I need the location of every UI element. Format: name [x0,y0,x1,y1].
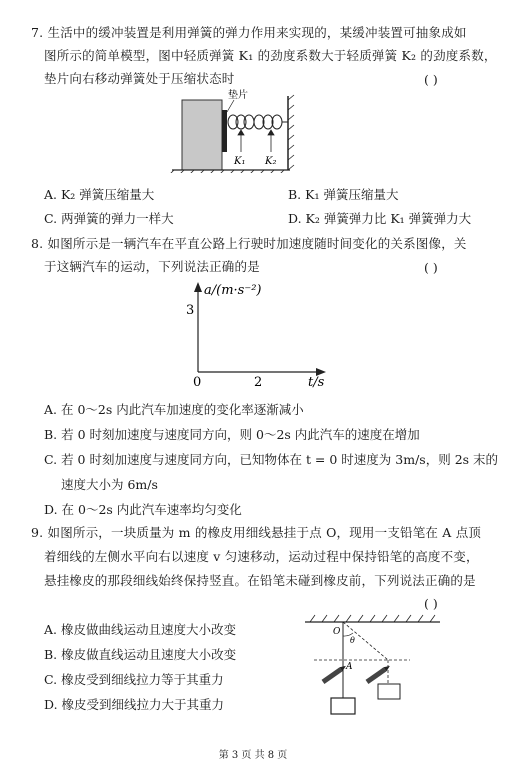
q7-answer-bracket: ( ) [424,72,438,87]
page-footer: 第 3 页 共 8 页 [218,750,288,761]
q9-a-label: A [346,662,353,672]
q9-o-label: O [333,627,341,637]
q9-eraser [331,698,355,714]
q8-option-c: C. 若 0 时刻加速度与速度同方向，已知物体在 t = 0 时速度为 3m/s，则 2s 末的 [44,452,499,467]
q7-k2-label: K₂ [265,156,277,167]
q7-stem-line1: 7. 生活中的缓冲装置是利用弹簧的弹力作用来实现的，某缓冲装置可抽象成如 [31,25,467,40]
q8-option-a: A. 在 0～2s 内此汽车加速度的变化率逐渐减小 [44,402,304,417]
q8-graph [180,280,340,390]
q8-x-axis-label: t/s [308,375,325,390]
q8-stem-line2: 于这辆汽车的运动，下列说法正确的是 [44,259,260,274]
q7-stem-line3: 垫片向右移动弹簧处于压缩状态时 [44,71,235,86]
q7-pad [222,110,227,152]
q7-pad-label: 垫片 [228,90,248,101]
q8-x-tick-2: 2 [254,375,263,390]
q9-option-c: C. 橡皮受到细线拉力等于其重力 [44,672,224,687]
q8-stem-line1: 8. 如图所示是一辆汽车在平直公路上行驶时加速度随时间变化的关系图像，关 [31,236,467,251]
q7-option-c: C. 两弹簧的弹力一样大 [44,211,174,226]
q8-origin-label: 0 [193,375,202,390]
q7-option-d: D. K₂ 弹簧弹力比 K₁ 弹簧弹力大 [288,211,472,226]
q8-option-b: B. 若 0 时刻加速度与速度同方向，则 0～2s 内此汽车的速度在增加 [44,427,420,442]
q8-option-c-cont: 速度大小为 6m/s [61,477,158,492]
q9-answer-bracket: ( ) [424,596,438,611]
q9-theta-label: θ [350,636,355,645]
q8-option-d: D. 在 0～2s 内此汽车速率均匀变化 [44,502,242,517]
q9-option-a: A. 橡皮做曲线运动且速度大小改变 [44,622,236,637]
q7-option-b: B. K₁ 弹簧压缩量大 [288,187,399,202]
q9-stem-line2: 着细线的左侧水平向右以速度 v 匀速移动，运动过程中保持铅笔的高度不变， [44,549,479,564]
q8-answer-bracket: ( ) [424,260,438,275]
q9-option-b: B. 橡皮做直线运动且速度大小改变 [44,647,237,662]
q9-pencil-right [366,664,392,684]
q9-stem-line3: 悬挂橡皮的那段细线始终保持竖直。在铅笔未碰到橡皮前，下列说法正确的是 [44,573,476,588]
q7-k1-label: K₁ [234,156,246,167]
q9-option-d: D. 橡皮受到细线拉力大于其重力 [44,697,225,712]
q7-spring-figure [170,88,305,173]
q8-y-axis-label: a/(m·s⁻²) [204,283,262,298]
q9-eraser-moved [378,684,400,699]
q9-pendulum-figure [300,612,445,720]
q7-springs [228,115,288,129]
q7-option-a: A. K₂ 弹簧压缩量大 [44,187,155,202]
q7-block [182,100,222,170]
q8-y-tick-3: 3 [186,303,195,318]
q9-stem-line1: 9. 如图所示，一块质量为 m 的橡皮用细线悬挂于点 O，现用一支铅笔在 A 点顶 [31,525,482,540]
q7-stem-line2: 图所示的简单模型，图中轻质弹簧 K₁ 的劲度系数大于轻质弹簧 K₂ 的劲度系数， [44,48,497,63]
